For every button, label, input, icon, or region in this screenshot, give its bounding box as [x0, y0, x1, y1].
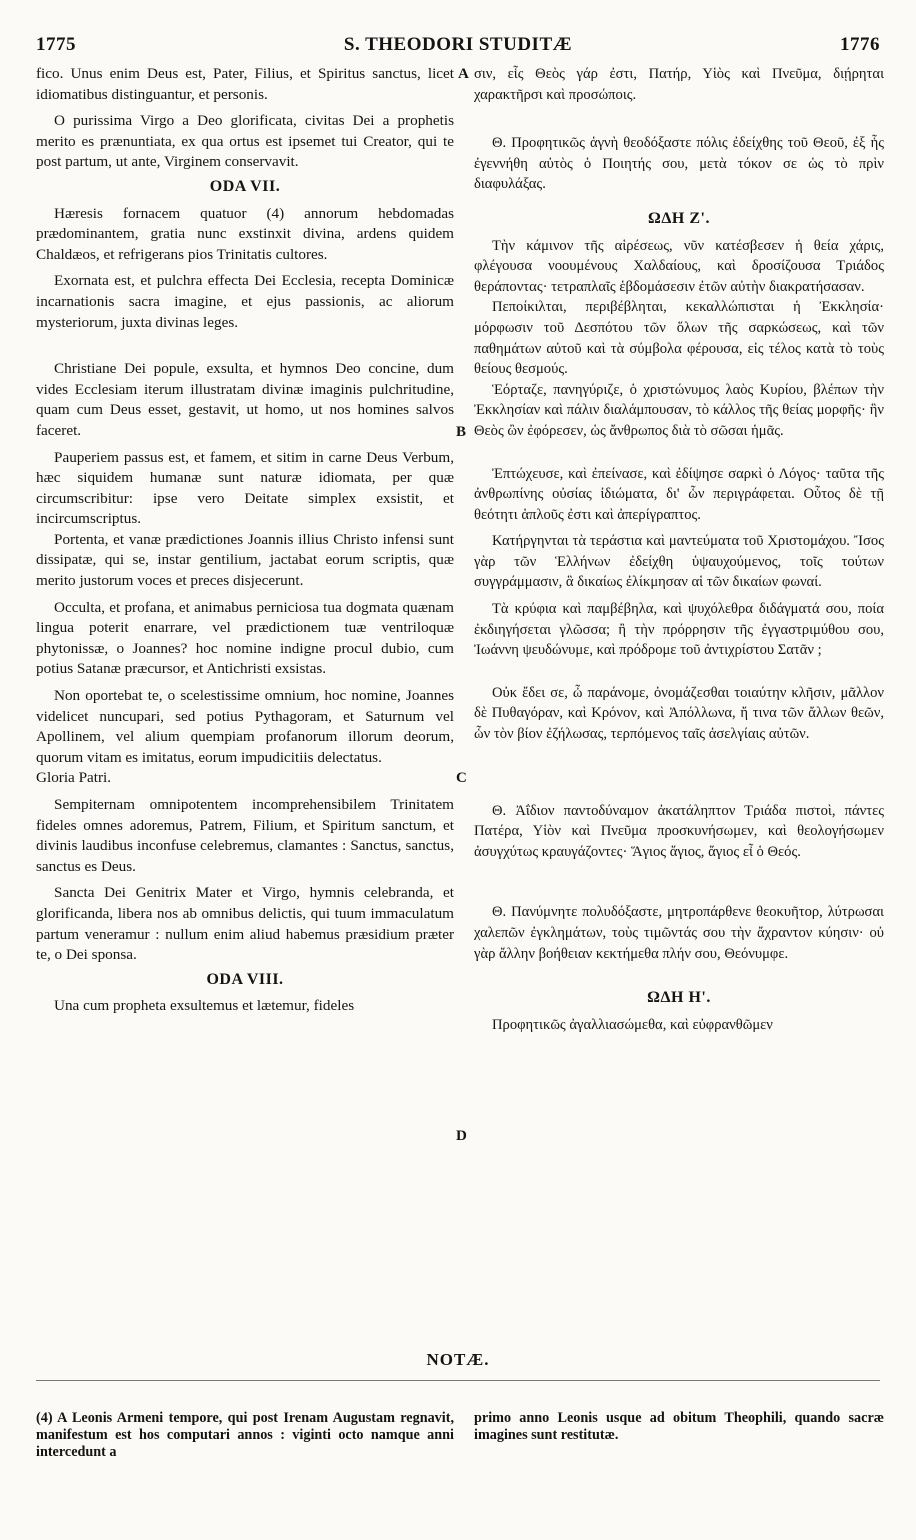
- oda-heading: ODA VIII.: [206, 970, 284, 988]
- latin-paragraph: Exornata est, et pulchra effecta Dei Ecclesia, recepta Dominicæ incarnationis sacra imagine, et ejus passionis, ac aliorum mysteriorum, juxta divinas leges.: [36, 272, 454, 331]
- latin-paragraph: Una cum propheta exsultemus et lætemur, fideles: [54, 997, 355, 1015]
- footnote-text: (4) A Leonis Armeni tempore, qui post Irenam Augustam regnavit, manifestum est hos computari annos : viginti octo namque anni intercedunt a: [36, 1410, 454, 1460]
- latin-paragraph: Christiane Dei popule, exsulta, et hymnos Deo concine, dum vides Ecclesiam iterum illustratam divinæ imaginis pulchritudine, quam cum Deus esset, gestavit, ut homo, ut nos homines salvos faceret.: [36, 360, 454, 439]
- greek-paragraph: Προφητικῶς ἀγαλλιασώμεθα, καὶ εὐφρανθῶμεν: [492, 1016, 773, 1033]
- greek-paragraph: Κατήργηνται τὰ τεράστια καὶ μαντεύματα τοῦ Χριστομάχου. Ἴσος γὰρ τῶν Ἑλλήνων ἐδείχθη ὑψαυχούμενος, τοῖς τούτων συγγράμμασιν, ἃ δικαίως ἐλίκμησαν αἱ τῶν δικαίων φωναί.: [474, 533, 884, 591]
- latin-paragraph: Portenta, et vanæ prædictiones Joannis illius Christo infensi sunt dissipatæ, qui se, instar gentilium, jactabat eorum scriptis, quæ merito justorum voces et preces disjecerunt.: [36, 530, 454, 590]
- running-title: S. THEODORI STUDITÆ: [343, 34, 573, 55]
- latin-paragraph: Pauperiem passus est, et famem, et sitim in carne Deus Verbum, hæc siquidem humanæ sunt naturæ idiomata, per quæ circumscribitur: ipse vero Deitate simplex exsistit, et incircumscriptus.: [36, 448, 454, 528]
- footnote-left: [36, 1410, 454, 1461]
- greek-paragraph: Θ. Πανύμνητε πολυδόξαστε, μητροπάρθενε θεοκυῆτορ, λύτρωσαι χαλεπῶν ἐγκλημάτων, τοὺς τιμῶντάς σου τὴν ἄχραντον κύησιν· οὐ γὰρ ἄλλην βοήθειαν κεκτήμεθα πλήν σου, Θεόνυμφε.: [474, 904, 884, 962]
- ode-heading: ΩΔΗ Ζ'.: [648, 209, 710, 227]
- greek-paragraph: Ἐπτώχευσε, καὶ ἐπείνασε, καὶ ἐδίψησε σαρκὶ ὁ Λόγος· ταῦτα τῆς ἀνθρωπίνης οὐσίας ἰδιώματα, δι' ὧν περιγράφεται. Οὗτος δὲ τῇ θεότητι ἁπλοῦς ἐστι καὶ ἀπερίγραπτος.: [474, 465, 884, 523]
- notes-heading: NOTÆ.: [426, 1350, 490, 1369]
- greek-paragraph: Οὐκ ἔδει σε, ὦ παράνομε, ὀνομάζεσθαι τοιαύτην κλῆσιν, μᾶλλον δὲ Πυθαγόραν, καὶ Κρόνον, καὶ Ἀπόλλωνα, ἤ τινα τῶν ἄλλων θεῶν, ὧν τὸν βίον ἐζήλωσας, τερπόμενος ταῖς ἀσελγίαις αὐτῶν.: [474, 684, 884, 743]
- latin-paragraph: Sempiternam omnipotentem incomprehensibilem Trinitatem fideles omnes adoremus, Patrem, Filium, et Spiritum sanctum, et divinis laudibus inconfuse celebremus, clamantes : Sanctus, sanctus, sanctus es Deus.: [36, 796, 454, 875]
- latin-paragraph: Hæresis fornacem quatuor (4) annorum hebdomadas prædominantem, gratia nunc exstinxit divina, ardens quidem Chaldæos, et refrigerans pios Trinitatis cultores.: [36, 204, 454, 263]
- footnote-text: primo anno Leonis usque ad obitum Theophili, quando sacræ imagines sunt restitutæ.: [474, 1410, 884, 1443]
- latin-paragraph: fico. Unus enim Deus est, Pater, Filius, et Spiritus sanctus, licet idiomatibus distinguantur, et personis.: [36, 65, 454, 103]
- latin-paragraph: O purissima Virgo a Deo glorificata, civitas Dei a prophetis merito es prænuntiata, ex qua ortus est ipsemet tui Creator, qui te post partum, ut ante, Virginem conservavit.: [36, 112, 454, 171]
- column-marker-b: B: [456, 424, 467, 440]
- latin-column: [36, 64, 454, 1017]
- latin-paragraph: Sancta Dei Genitrix Mater et Virgo, hymnis celebranda, et glorificanda, libera nos ab omnibus delictis, qui tuum immaculatum partum veneramur : nullum enim aliud habemus præsidium præter te, o Dei sponsa.: [36, 884, 454, 964]
- greek-paragraph: Πεποίκιλται, περιβέβληται, κεκαλλώπισται ἡ Ἐκκλησία· μόρφωσιν τοῦ Δεσπότου τῶν ὅλων τῆς σαρκώσεως, καὶ τῶν παθημάτων αὐτοῦ καὶ τὰ σύμβολα φέρουσα, εἰς τέλος κατὰ τὸ τοὺς θείους θεσμούς.: [474, 299, 884, 378]
- greek-paragraph: σιν, εἷς Θεὸς γάρ ἐστι, Πατήρ, Υἱὸς καὶ Πνεῦμα, διῄρηται χαρακτῆρσι καὶ προσώποις.: [474, 66, 884, 103]
- greek-column: [474, 64, 884, 1035]
- notes-divider: [36, 1380, 880, 1381]
- column-marker-c: C: [456, 770, 467, 786]
- greek-paragraph: Θ. Προφητικῶς ἁγνὴ θεοδόξαστε πόλις ἐδείχθης τοῦ Θεοῦ, ἐξ ἧς ἐγεννήθη αὐτὸς ὁ Ποιητής σου, μετὰ τόκον σε ὡς τὸ πρὶν διαφυλάξας.: [474, 135, 884, 193]
- greek-paragraph: Θ. Ἀΐδιον παντοδύναμον ἀκατάληπτον Τριάδα πιστοὶ, πάντες Πατέρα, Υἱὸν καὶ Πνεῦμα προσκυνήσωμεν, καὶ θεολογήσωμεν ἀσυγχύτως κραυγάζοντες· Ἅγιος ἅγιος, ἅγιος εἶ ὁ Θεός.: [474, 802, 884, 860]
- column-marker-d: D: [456, 1128, 467, 1144]
- footnote-right: [474, 1410, 884, 1444]
- page-header: [36, 34, 880, 58]
- column-marker-a: A: [458, 66, 469, 82]
- page-number-left: 1775: [36, 34, 76, 55]
- gloria-patri: Gloria Patri.: [36, 769, 112, 787]
- greek-paragraph: Τὰ κρύφια καὶ παμβέβηλα, καὶ ψυχόλεθρα διδάγματά σου, ποία ἐκδιηγήσεται γλῶσσα; ἢ τὴν πρόρρησιν τῆς ἐγγαστριμύθου σου, Ἰωάννη ψευδώνυμε, καὶ πρόδρομε τοῦ ἀντιχρίστου Σατᾶν ;: [474, 601, 884, 659]
- latin-paragraph: Occulta, et profana, et animabus perniciosa tua dogmata quænam lingua poterit enarrare, vel prædictionem tuæ ventriloquæ phytonissæ, o Joannes? hoc nomine indigne procul dubio, cum potius Satanæ præcursor, et Antichristi exsistas.: [36, 598, 454, 678]
- page-number-right: 1776: [840, 34, 880, 55]
- greek-paragraph: Τὴν κάμινον τῆς αἱρέσεως, νῦν κατέσβεσεν ἡ θεία χάρις, φλέγουσα νοουμένους Χαλδαίους, καὶ δροσίζουσα Τριάδος θεράποντας· τετραπλαῖς ἑβδομάσεσιν ἐτῶν αὐτὴν διακρατήσασαν.: [474, 237, 884, 295]
- greek-paragraph: Ἑόρταζε, πανηγύριζε, ὁ χριστώνυμος λαὸς Κυρίου, βλέπων τὴν Ἐκκλησίαν καὶ πάλιν διαλάμπουσαν, τὸ κάλλος τῆς θείας μορφῆς· ἣν Θεὸς ὢν ἐφόρεσεν, ὡς ἄνθρωπος διὰ τὸ σῶσαι ἡμᾶς.: [474, 381, 884, 439]
- oda-heading: ODA VII.: [209, 177, 281, 195]
- latin-paragraph: Non oportebat te, o scelestissime omnium, hoc nomine, Joannes videlicet nuncupari, sed potius Pythagoram, et Saturnum vel Apollinem, vel alium quempiam profanorum illorum deorum, quorum vitam es imitatus, eorum impudicitiis delectatus.: [36, 687, 454, 766]
- ode-heading: ΩΔΗ Η'.: [647, 989, 711, 1007]
